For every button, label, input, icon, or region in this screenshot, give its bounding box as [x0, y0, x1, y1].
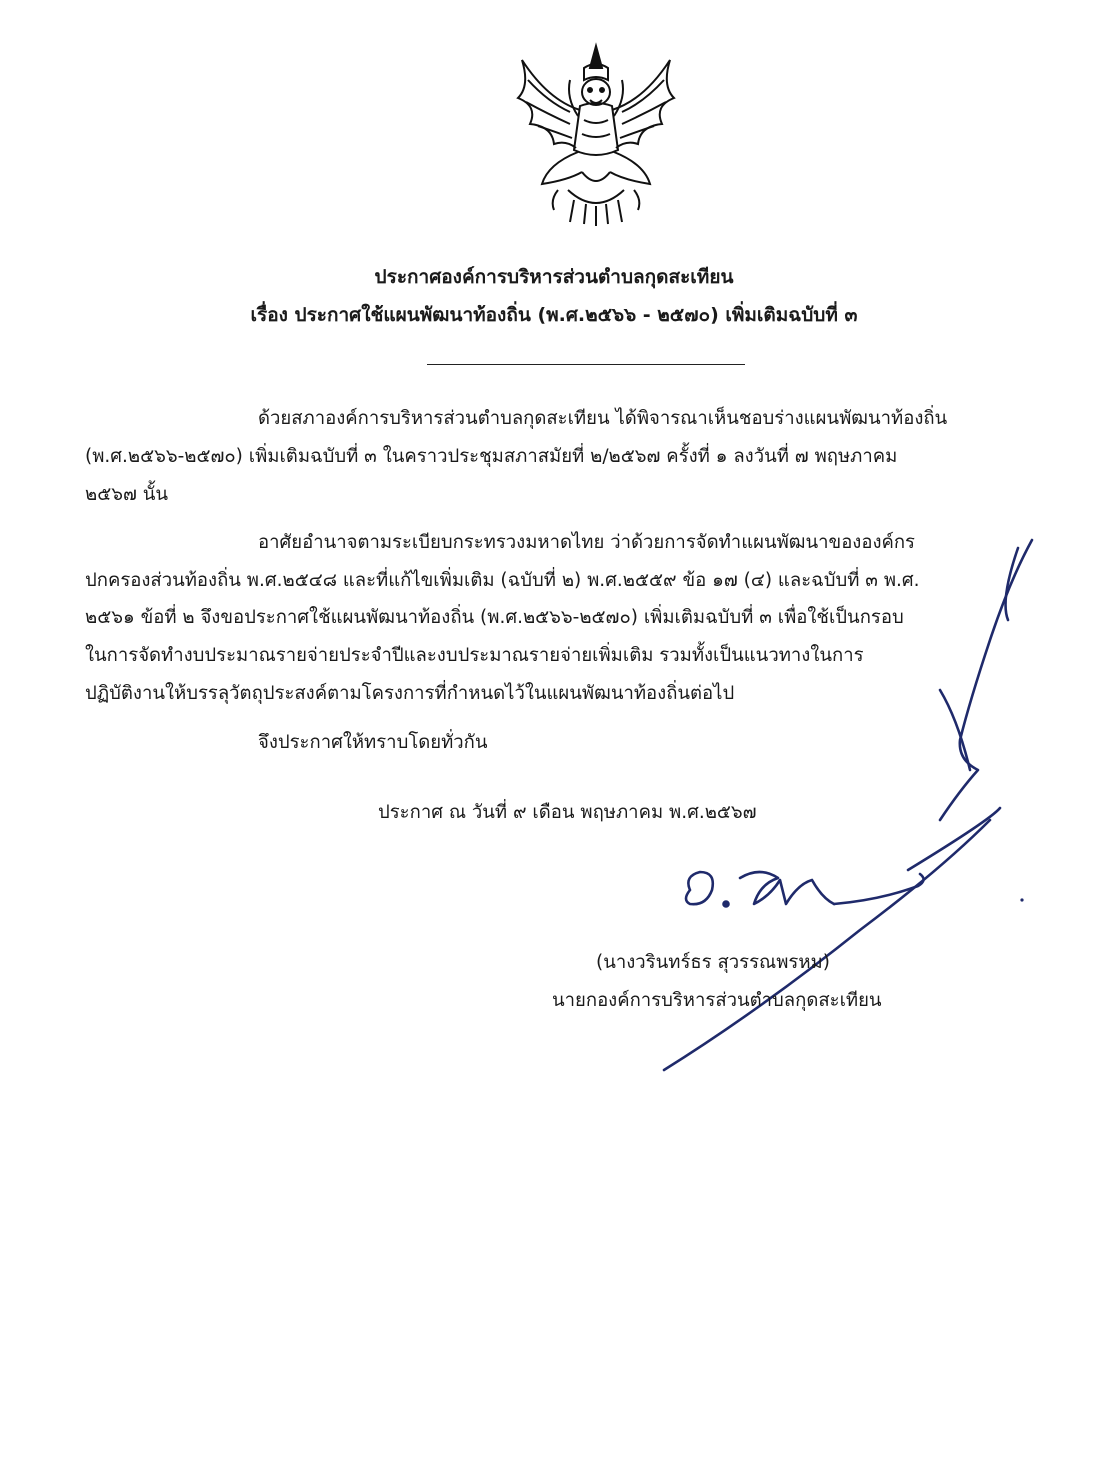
date-line: ประกาศ ณ วันที่ ๙ เดือน พฤษภาคม พ.ศ.๒๕๖๗	[378, 802, 757, 823]
para1-line-1: ด้วยสภาองค์การบริหารส่วนตำบลกุดสะเทียน ได้พิจารณาเห็นชอบร่างแผนพัฒนาท้องถิ่น	[258, 408, 948, 429]
signatory-position: นายกองค์การบริหารส่วนตำบลกุดสะเทียน	[552, 990, 882, 1011]
para1-line-3: ๒๕๖๗ นั้น	[85, 484, 169, 505]
para2-line-2: ปกครองส่วนท้องถิ่น พ.ศ.๒๕๔๘ และที่แก้ไขเพิ่มเติม (ฉบับที่ ๒) พ.ศ.๒๕๕๙ ข้อ ๑๗ (๔) และฉบับที่ ๓ พ.ศ.	[85, 570, 920, 591]
closing-line: จึงประกาศให้ทราบโดยทั่วกัน	[258, 732, 488, 753]
para2-line-5: ปฏิบัติงานให้บรรลุวัตถุประสงค์ตามโครงการที่กำหนดไว้ในแผนพัฒนาท้องถิ่นต่อไป	[85, 683, 735, 704]
para1-line-2: (พ.ศ.๒๕๖๖-๒๕๗๐) เพิ่มเติมฉบับที่ ๓ ในคราวประชุมสภาสมัยที่ ๒/๒๕๖๗ ครั้งที่ ๑ ลงวันที่ ๗ พฤษภาคม	[85, 446, 898, 467]
announcement-title: ประกาศองค์การบริหารส่วนตำบลกุดสะเทียน	[374, 266, 734, 288]
garuda-emblem-icon	[508, 40, 684, 228]
signatory-name: (นางวรินทร์ธร สุวรรณพรหม)	[596, 952, 830, 973]
announcement-subject: เรื่อง ประกาศใช้แผนพัฒนาท้องถิ่น (พ.ศ.๒๕๖๖ - ๒๕๗๐) เพิ่มเติมฉบับที่ ๓	[250, 304, 858, 326]
title-divider	[427, 364, 745, 365]
para2-line-1: อาศัยอำนาจตามระเบียบกระทรวงมหาดไทย ว่าด้วยการจัดทำแผนพัฒนาขององค์กร	[258, 532, 915, 553]
para2-line-3: ๒๕๖๑ ข้อที่ ๒ จึงขอประกาศใช้แผนพัฒนาท้องถิ่น (พ.ศ.๒๕๖๖-๒๕๗๐) เพิ่มเติมฉบับที่ ๓ เพื่อใช้เป็นกรอบ	[85, 607, 904, 628]
para2-line-4: ในการจัดทำงบประมาณรายจ่ายประจำปีและงบประมาณรายจ่ายเพิ่มเติม รวมทั้งเป็นแนวทางในการ	[85, 645, 864, 666]
